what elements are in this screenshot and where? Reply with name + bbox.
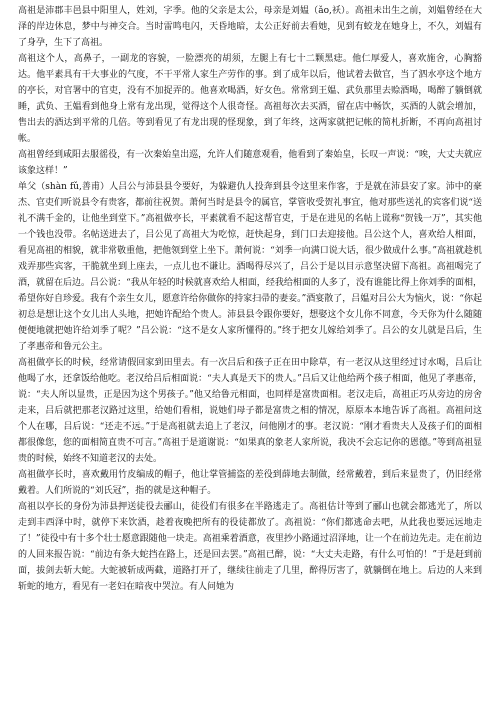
paragraph-qin-emperor: 高祖曾经到咸阳去服徭役，有一次秦始皇出巡，允许人们随意观看，他看到了秦始皇，长叹一声说：“唉，大丈夫就应该象这样！”: [18, 150, 482, 176]
paragraph-appearance: 高祖这个人，高鼻子，一副龙的容貌，一脸漂亮的胡须，左腿上有七十二颗黑痣。他仁厚爱人，喜欢施舍，心胸豁达。他平素具有干大事业的气度，不干平常人家生产劳作的事。到了成年以后，他试着去做官，当了泗水亭这个地方的亭长，对官署中的官吏，没有不加捉弄的。他喜欢喝酒，好女色。常常到王媪、武负那里去赊酒喝，喝醉了躺倒就睡，武负、王媪看到他身上常有龙出现，觉得这个人很奇怪。高祖每次去买酒，留在店中畅饮，买酒的人就会增加，售出去的酒达到平常的几倍。等到看见了有龙出现的怪现象，到了年终，这两家就把记帐的简札折断，不再向高祖讨帐。: [18, 54, 482, 144]
paragraph-liu-hat: 高祖做亭长时，喜欢戴用竹皮编成的帽子，他让掌管捕盗的差役到薛地去制做，经常戴着，到后来显贵了，仍旧经常戴着。人们所说的“刘氏冠”，指的就是这种帽子。: [18, 470, 482, 496]
paragraph-old-man: 高祖做亭长的时候，经常请假回家到田里去。有一次吕后和孩子正在田中除草，有一老汉从这里经过讨水喝，吕后让他喝了水，还拿饭给他吃。老汉给吕后相面说：“夫人真是天下的贵人。”吕后又让他给两个孩子相面，他见了孝惠帝，说：“夫人所以显贵，正是因为这个男孩子。”他又给鲁元相面，也同样是富贵面相。老汉走后，高祖正巧从旁边的房舍走来，吕后就把那老汉路过这里，给她们看相，说她们母子都是富贵之相的情况，原原本本地告诉了高祖。高祖问这个人在哪，吕后说：“还走不远。”于是高祖就去追上了老汉，问他刚才的事。老汉说：“刚才看贵夫人及孩子们的面相都很像您，您的面相简直贵不可言。”高祖于是道谢说：“如果真的象老人家所说，我决不会忘记你的恩德。”等到高祖显贵的时候，始终不知道老汉的去处。: [18, 358, 482, 464]
paragraph-lu-gong: 单父（shàn fǔ,善甫）人吕公与沛县县令要好，为躲避仇人投奔到县令这里来作客，于是就在沛县安了家。沛中的豪杰、官吏们听说县令有贵客，都前往祝贺。萧何当时是县令的属官，掌管收受贺礼事宜，他对那些送礼的宾客们说“送礼不满千金的，让他坐到堂下。”高祖做亭长，平素就看不起这帮官吏，于是在进见的名帖上谎称“贺钱一万”，其实他一个钱也没带。名帖送进去了，吕公见了高祖大为吃惊，赶快起身，到门口去迎接他。吕公这个人，喜欢给人相面，看见高祖的相貌，就非常敬重他，把他领到堂上坐下。萧何说：“刘季一向满口说大话，很少做成什么事。”高祖就趁机戏弄那些宾客，干脆就坐到上座去，一点儿也不谦让。酒喝得尽兴了，吕公于是以目示意坚决留下高祖。高祖喝完了酒，就留在后边。吕公说：“我从年轻的时候就喜欢给人相面，经我给相面的人多了，没有谁能比得上你刘季的面相，希望你好自珍爱。我有个亲生女儿，愿意许给你做你的持家扫帚的妻妾。”酒宴散了，吕媪对吕公大为恼火，说：“你起初总是想让这个女儿出人头地，把她许配给个贵人。沛县县令跟你要好，想娶这个女儿你不同意，今天你为什么随随便便地就把她许给刘季了呢？”吕公说：“这不是女人家所懂得的。”终于把女儿嫁给刘季了。吕公的女儿就是吕后，生了孝惠帝和鲁元公主。: [18, 182, 482, 352]
paragraph-white-snake: 高祖以亭长的身份为沛县押送徒役去郦山，徒役们有很多在半路逃走了。高祖估计等到了郦山也就会都逃光了，所以走到丰西泽中时，就停下来饮酒，趁着夜晚把所有的役徒都放了。高祖说：“你们都逃命去吧，从此我也要远远地走了！”徒役中有十多个壮士愿意跟随他一块走。高祖乘着酒意，夜里抄小路通过沼泽地，让一个在前边先走。走在前边的人回来报告说：“前边有条大蛇挡在路上，还是回去罢。”高祖已醉，说：“大丈夫走路，有什么可怕的！”于是赶到前面，拔剑去斩大蛇。大蛇被斩成两截，道路打开了，继续往前走了几里，醉得厉害了，就躺倒在地上。后边的人来到斩蛇的地方，看见有一老妇在暗夜中哭泣。有人问她为: [18, 502, 482, 592]
paragraph-birth: 高祖是沛郡丰邑县中阳里人，姓刘，字季。他的父亲是太公，母亲是刘媪（ǎo,袄）。高祖未出生之前，刘媪曾经在大泽的岸边休息，梦中与神交合。当时雷鸣电闪，天昏地暗，太公正好前去看她，见到有蛟龙在她身上，不久，刘媪有了身孕，生下了高祖。: [18, 6, 482, 48]
